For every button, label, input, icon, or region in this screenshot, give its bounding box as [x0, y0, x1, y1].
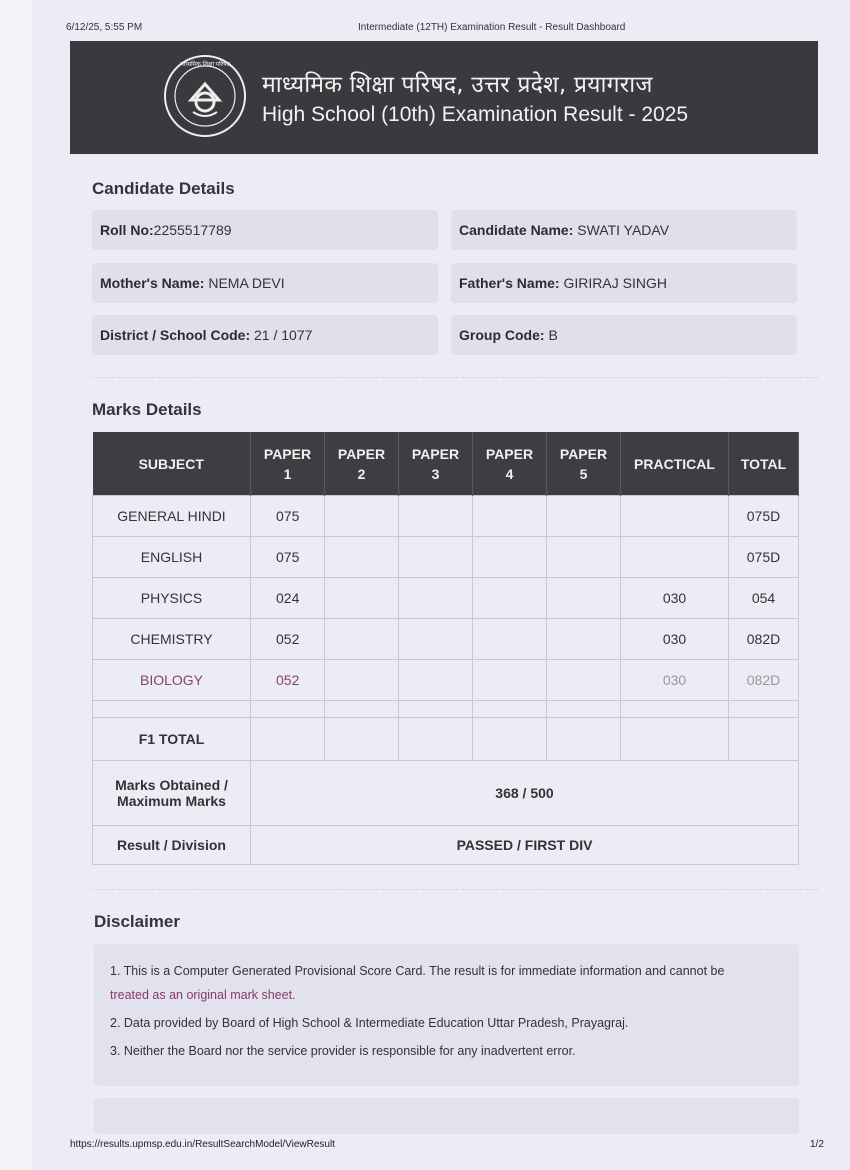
- f1-total-row: [93, 718, 799, 761]
- section-divider: [92, 889, 818, 890]
- group-code-value: B: [548, 327, 558, 343]
- roll-label: Roll No:: [100, 222, 154, 238]
- footer-box: [94, 1098, 799, 1134]
- mother-name-label: Mother's Name:: [100, 275, 205, 291]
- result-division-label: Result / Division: [93, 826, 251, 865]
- district-value: 21 / 1077: [254, 327, 313, 343]
- print-page-title: Intermediate (12TH) Examination Result - Result Dashboard: [358, 22, 626, 33]
- mother-name-value: NEMA DEVI: [208, 275, 285, 291]
- roll-number-field: [92, 210, 438, 250]
- table-row: PHYSICS 024 030 054: [93, 578, 799, 619]
- upmsp-logo-icon: [163, 54, 247, 138]
- col-paper-4: PAPER 4: [473, 432, 547, 496]
- father-name-value: GIRIRAJ SINGH: [563, 275, 667, 291]
- disclaimer-item-2: 2. Data provided by Board of High School & Intermediate Education Uttar Pradesh, Prayagraj.: [110, 1016, 629, 1030]
- mother-name-field: [92, 263, 438, 303]
- roll-value: 2255517789: [153, 222, 232, 238]
- candidate-name-field: [451, 210, 797, 250]
- page-number: 1/2: [810, 1139, 824, 1150]
- board-name-hindi: माध्यमिक शिक्षा परिषद, उत्तर प्रदेश, प्रयागराज: [262, 72, 653, 98]
- group-code-label: Group Code:: [459, 327, 545, 343]
- candidate-details-heading: Candidate Details: [92, 179, 235, 198]
- logo-text: माध्यमिक शिक्षा परिषद: [180, 62, 230, 68]
- marks-obtained-row: [93, 761, 799, 826]
- table-row: CHEMISTRY 052 030 082D: [93, 619, 799, 660]
- district-school-code-field: [92, 315, 438, 355]
- candidate-name-label: Candidate Name:: [459, 222, 574, 238]
- result-division-row: [93, 826, 799, 865]
- marks-header-row: [93, 432, 799, 496]
- f1-total-label: F1 TOTAL: [93, 718, 251, 761]
- col-paper-1: PAPER 1: [251, 432, 325, 496]
- group-code-field: [451, 315, 797, 355]
- col-practical: PRACTICAL: [621, 432, 729, 496]
- table-row: ENGLISH 075 075D: [93, 537, 799, 578]
- marks-obtained-label: Marks Obtained / Maximum Marks: [93, 761, 251, 826]
- table-spacer-row: [93, 701, 799, 718]
- table-row: BIOLOGY 052 030 082D: [93, 660, 799, 701]
- marks-table: [92, 432, 799, 865]
- print-url: https://results.upmsp.edu.in/ResultSearchModel/ViewResult: [70, 1139, 335, 1150]
- col-paper-5: PAPER 5: [547, 432, 621, 496]
- district-label: District / School Code:: [100, 327, 251, 343]
- disclaimer-heading: Disclaimer: [94, 912, 180, 931]
- col-paper-2: PAPER 2: [325, 432, 399, 496]
- father-name-label: Father's Name:: [459, 275, 560, 291]
- table-row: GENERAL HINDI 075 075D: [93, 496, 799, 537]
- result-title: High School (10th) Examination Result - 2025: [262, 103, 689, 126]
- print-datetime: 6/12/25, 5:55 PM: [66, 22, 143, 33]
- marks-obtained-value: 368 / 500: [251, 761, 799, 826]
- candidate-name-value: SWATI YADAV: [577, 222, 670, 238]
- result-banner: [70, 41, 818, 154]
- section-divider: [92, 377, 818, 378]
- disclaimer-item-3: 3. Neither the Board nor the service provider is responsible for any inadvertent error.: [110, 1044, 576, 1058]
- col-total: TOTAL: [729, 432, 799, 496]
- disclaimer-item-1: 1. This is a Computer Generated Provisional Score Card. The result is for immediate information and cannot be treated as an original mark sheet.: [110, 964, 725, 1002]
- father-name-field: [451, 263, 797, 303]
- disclaimer-box: [94, 944, 799, 1086]
- marks-details-heading: Marks Details: [92, 400, 202, 419]
- result-division-value: PASSED / FIRST DIV: [251, 826, 799, 865]
- col-paper-3: PAPER 3: [399, 432, 473, 496]
- col-subject: SUBJECT: [93, 432, 251, 496]
